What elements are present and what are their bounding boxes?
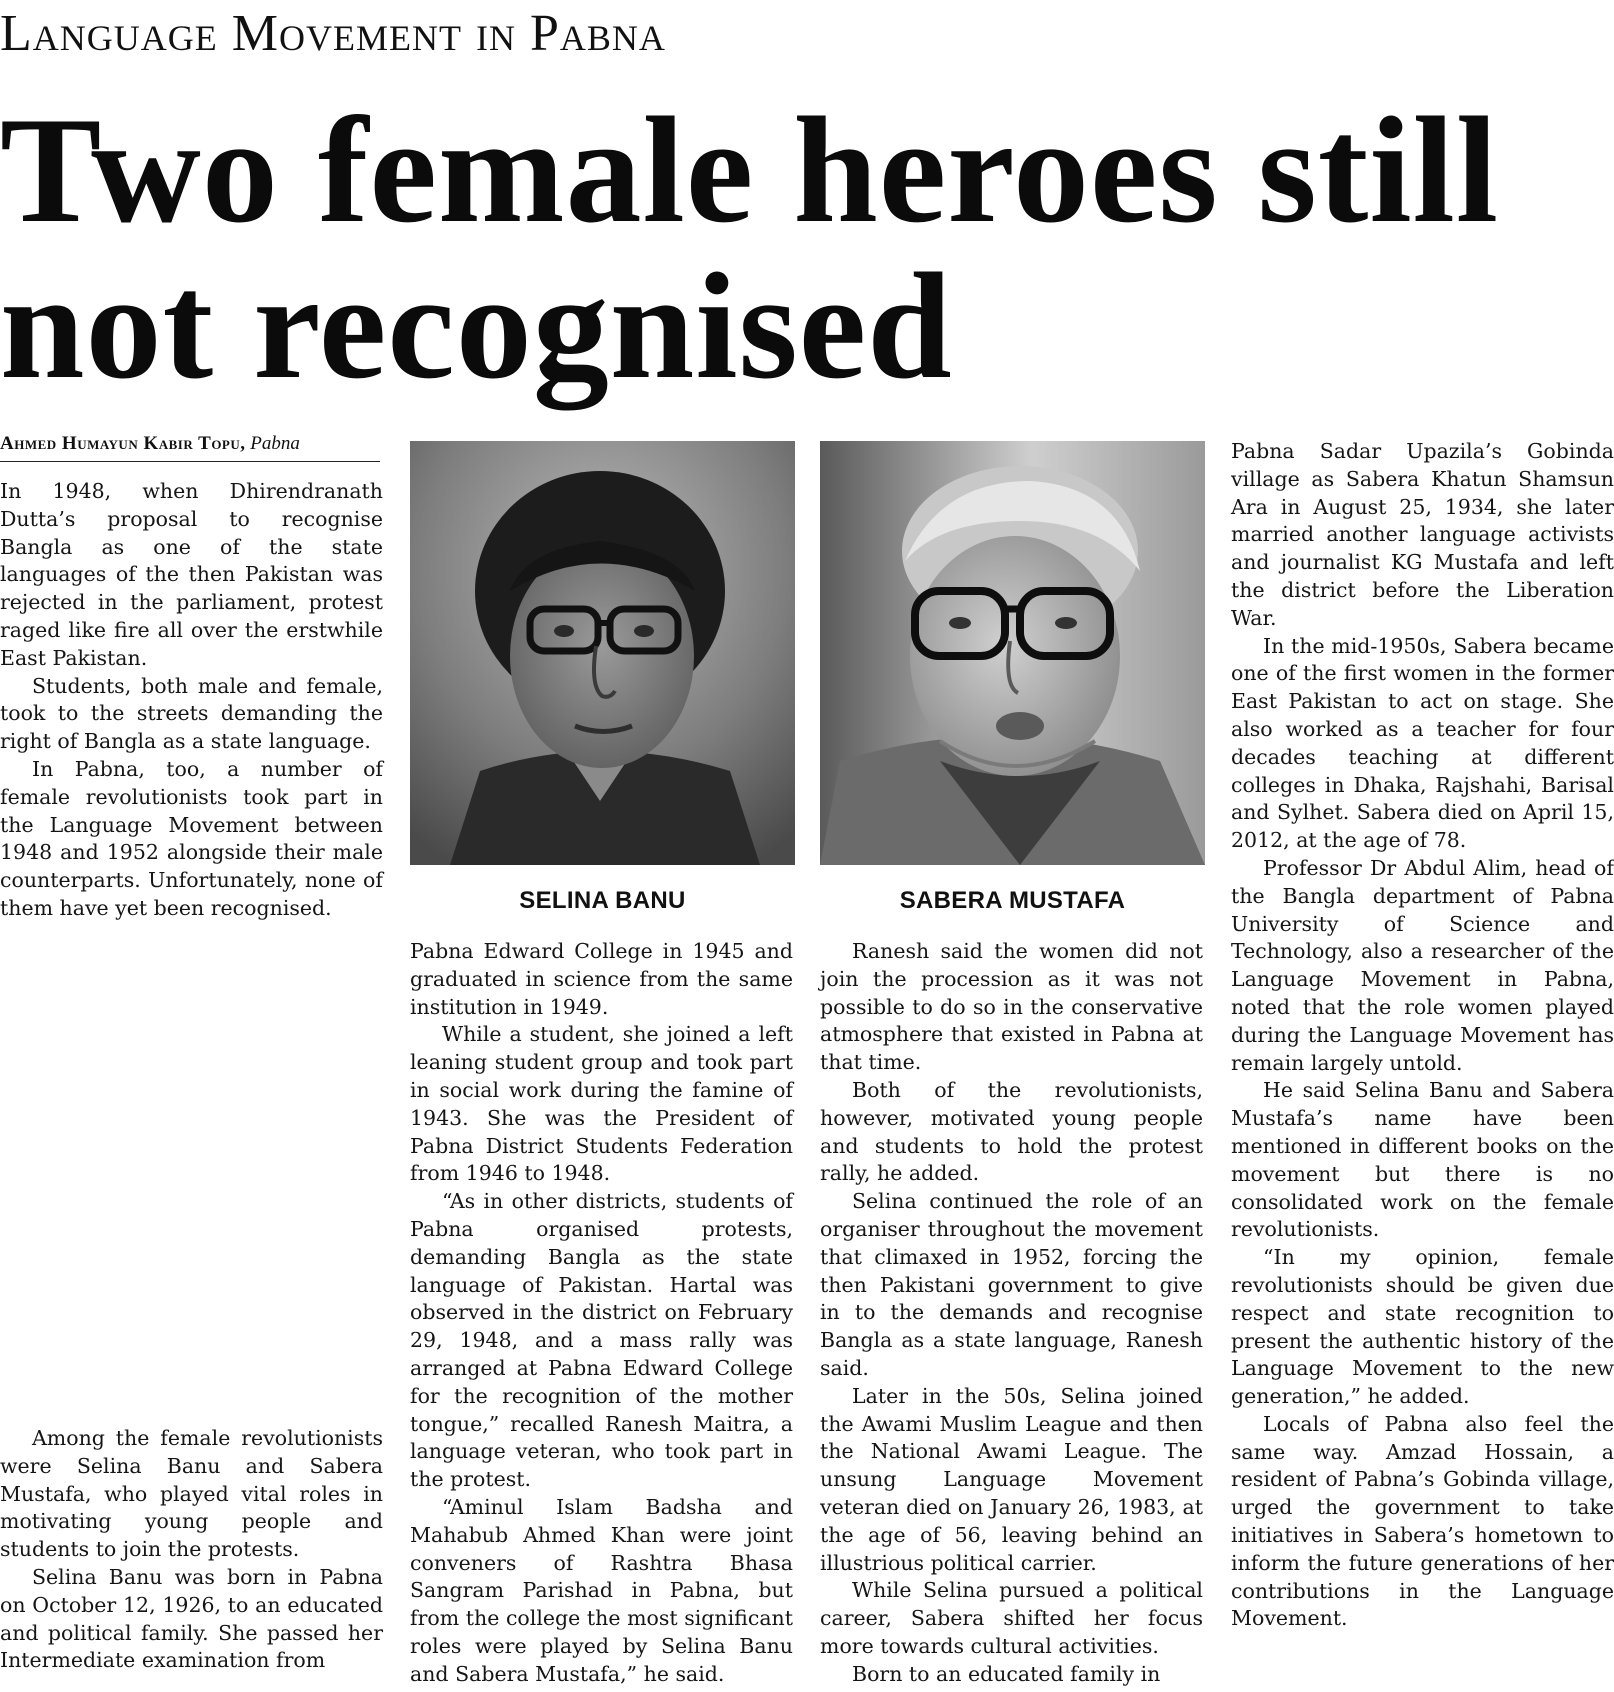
paragraph: In the mid-1950s, Sabera became one of the first women in the former East Pakistan to act on stage. She also worked as a teacher for four decades teaching at different colleges in Dhaka, Rajshahi, Barisal and Sylhet. Sabera died on April 15, 2012, at the age of 78. — [1231, 633, 1614, 853]
portrait-image — [410, 441, 795, 865]
paragraph: In Pabna, too, a number of female revolutionists took part in the Language Movement between 1948 and 1952 alongside their male counterparts. Unfortunately, none of them have yet been recognised. — [0, 756, 383, 920]
photo-caption-sabera-mustafa: SABERA MUSTAFA — [899, 887, 1126, 914]
portrait-image — [820, 441, 1205, 865]
paragraph: Students, both male and female, took to the streets demanding the right of Bangla as a state language. — [0, 673, 383, 754]
column-3 — [820, 938, 1203, 1689]
photo-selina-banu — [410, 441, 795, 865]
column-2 — [410, 938, 793, 1689]
headline-line-1: Two female heroes still — [0, 86, 1500, 254]
paragraph: “As in other districts, students of Pabna organised protests, demanding Bangla as the state language of Pakistan. Hartal was observed in the district on February 29, 1948, and a mass rally was arranged at Pabna Edward College for the recognition of the mother tongue,” recalled Ranesh Maitra, a language veteran, who took part in the protest. — [410, 1189, 793, 1492]
paragraph: While a student, she joined a left leaning student group and took part in social work during the famine of 1943. She was the President of Pabna District Students Federation from 1946 to 1948. — [410, 1022, 793, 1186]
headline-line-2: not recognised — [0, 242, 953, 410]
byline-divider — [0, 461, 380, 462]
paragraph: While Selina pursued a political career, Sabera shifted her focus more towards cultural activities. — [820, 1578, 1203, 1658]
paragraph: Pabna Edward College in 1945 and graduated in science from the same institution in 1949. — [410, 939, 793, 1019]
paragraph: Selina Banu was born in Pabna on October 12, 1926, to an educated and political family. She passed her Intermediate examination from — [0, 1564, 383, 1673]
paragraph: Among the female revolutionists were Selina Banu and Sabera Mustafa, who played vital roles in motivating young people and students to join the protests. — [0, 1426, 383, 1562]
paragraph: Both of the revolutionists, however, motivated young people and students to hold the protest rally, he added. — [820, 1077, 1203, 1186]
paragraph: Professor Dr Abdul Alim, head of the Bangla department of Pabna University of Science and Technology, also a researcher of the Language Movement in Pabna, noted that the role women played during the Language Movement has remain largely untold. — [1231, 855, 1614, 1075]
column-4 — [1231, 438, 1614, 1633]
paragraph: He said Selina Banu and Sabera Mustafa’s name have been mentioned in different books on the movement but there is no consolidated work on the female revolutionists. — [1231, 1078, 1614, 1242]
paragraph: Later in the 50s, Selina joined the Awami Muslim League and then the National Awami League. The unsung Language Movement veteran died on January 26, 1983, at the age of 56, leaving behind an illustrious political carrier. — [820, 1383, 1203, 1575]
byline-location: Pabna — [250, 433, 300, 454]
paragraph: Ranesh said the women did not join the procession as it was not possible to do so in the conservative atmosphere that existed in Pabna at that time. — [820, 939, 1203, 1075]
column-1-top — [0, 478, 383, 923]
paragraph: “Aminul Islam Badsha and Mahabub Ahmed Khan were joint conveners of Rashtra Bhasa Sangram Parishad in Pabna, but from the college the most significant roles were played by Selina Banu and Sabera Mustafa,” he said. — [410, 1494, 793, 1686]
byline-author: Ahmed Humayun Kabir Topu, — [0, 433, 246, 454]
photo-sabera-mustafa — [820, 441, 1205, 865]
article-kicker: Language Movement in Pabna — [0, 5, 666, 62]
paragraph: Locals of Pabna also feel the same way. Amzad Hossain, a resident of Pabna’s Gobinda village, urged the government to take initiatives in Sabera’s hometown to inform the future generations of her contributions in the Language Movement. — [1231, 1411, 1614, 1631]
paragraph: Pabna Sadar Upazila’s Gobinda village as Sabera Khatun Shamsun Ara in August 25, 1934, she later married another language activists and journalist KG Mustafa and left the district before the Liberation War. — [1231, 439, 1614, 630]
column-1-bottom — [0, 1425, 383, 1675]
photo-caption-selina-banu: SELINA BANU — [519, 887, 686, 914]
paragraph: In 1948, when Dhirendranath Dutta’s proposal to recognise Bangla as one of the state languages of the then Pakistan was rejected in the parliament, protest raged like fire all over the erstwhile East Pakistan. — [0, 479, 383, 670]
paragraph: “In my opinion, female revolutionists should be given due respect and state recognition to present the authentic history of the Language Movement to the new generation,” he added. — [1231, 1245, 1614, 1409]
byline — [0, 434, 380, 453]
paragraph: Selina continued the role of an organiser throughout the movement that climaxed in 1952, forcing the then Pakistani government to give in to the demands and recognise Bangla as a state language, Ranesh said. — [820, 1189, 1203, 1380]
article-headline — [0, 86, 1614, 410]
paragraph: Born to an educated family in — [852, 1661, 1161, 1686]
